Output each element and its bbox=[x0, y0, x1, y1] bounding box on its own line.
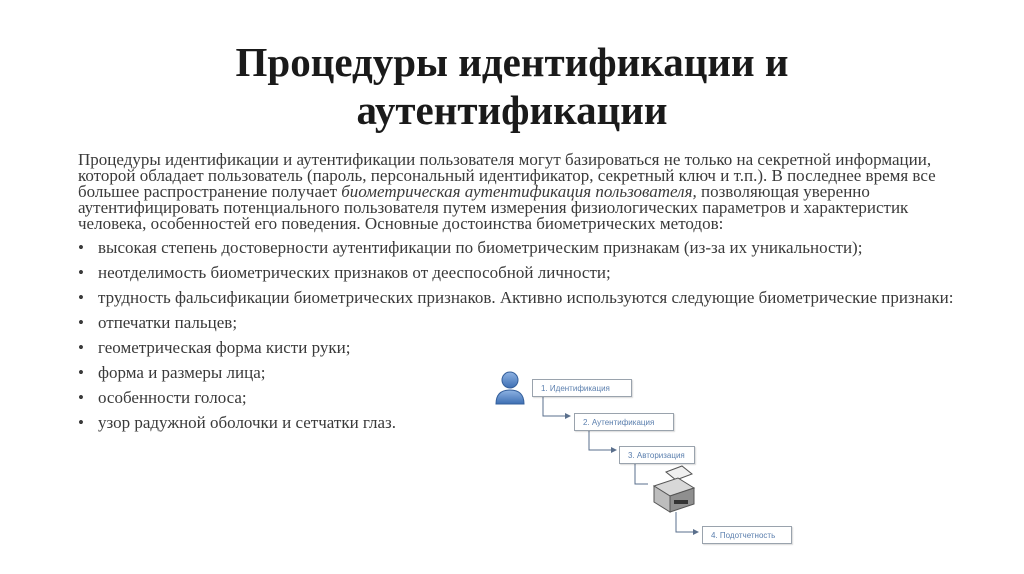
list-item-text: узор радужной оболочки и сетчатки глаз. bbox=[98, 413, 397, 432]
printer-icon bbox=[654, 466, 694, 512]
list-item-text: отпечатки пальцев; bbox=[98, 313, 238, 332]
slide-title bbox=[120, 38, 904, 134]
list-item bbox=[78, 265, 958, 281]
intro-text-2: позволяющая уверенно аутентифицировать потенциального пользователя путем измерения физиологических параметров и характеристик человека, особенностей его поведения. Основные достоинства биометрических методов: bbox=[78, 182, 909, 233]
list-item-text: неотделимость биометрических признаков от дееспособной личности; bbox=[98, 263, 611, 282]
list-item-text: трудность фальсификации биометрических признаков. Активно используются следующие биометрические признаки: bbox=[98, 288, 954, 307]
list-item-text: геометрическая форма кисти руки; bbox=[98, 338, 351, 357]
list-item bbox=[78, 240, 958, 256]
bullet-icon: • bbox=[78, 363, 84, 382]
step-authorization: 3. Авторизация bbox=[619, 446, 695, 464]
user-icon bbox=[496, 372, 524, 404]
intro-paragraph bbox=[78, 152, 958, 232]
list-item-text: высокая степень достоверности аутентификации по биометрическим признакам (из-за их уникальности); bbox=[98, 238, 863, 257]
bullet-icon: • bbox=[78, 413, 84, 432]
step-identification: 1. Идентификация bbox=[532, 379, 632, 397]
title-line-2: аутентификации bbox=[356, 87, 668, 133]
list-item bbox=[78, 290, 958, 306]
list-item bbox=[78, 340, 958, 356]
list-item-text: особенности голоса; bbox=[98, 388, 247, 407]
intro-text-1: Процедуры идентификации и аутентификации пользователя могут базироваться не только на секретной информации, которой обладает пользователь (пароль, персональный идентификатор, секретный ключ и т.п.). В последнее время все большее распространение получает bbox=[78, 150, 936, 201]
step-authentication: 2. Аутентификация bbox=[574, 413, 674, 431]
step-accountability: 4. Подотчетность bbox=[702, 526, 792, 544]
bullet-icon: • bbox=[78, 288, 84, 307]
bullet-icon: • bbox=[78, 338, 84, 357]
bullet-icon: • bbox=[78, 388, 84, 407]
title-line-1: Процедуры идентификации и bbox=[235, 39, 789, 85]
bullet-icon: • bbox=[78, 238, 84, 257]
list-item bbox=[78, 315, 958, 331]
list-item-text: форма и размеры лица; bbox=[98, 363, 266, 382]
auth-process-diagram bbox=[492, 370, 802, 550]
bullet-icon: • bbox=[78, 263, 84, 282]
bullet-icon: • bbox=[78, 313, 84, 332]
intro-emphasis: биометрическая аутентификация пользователя, bbox=[341, 182, 697, 201]
